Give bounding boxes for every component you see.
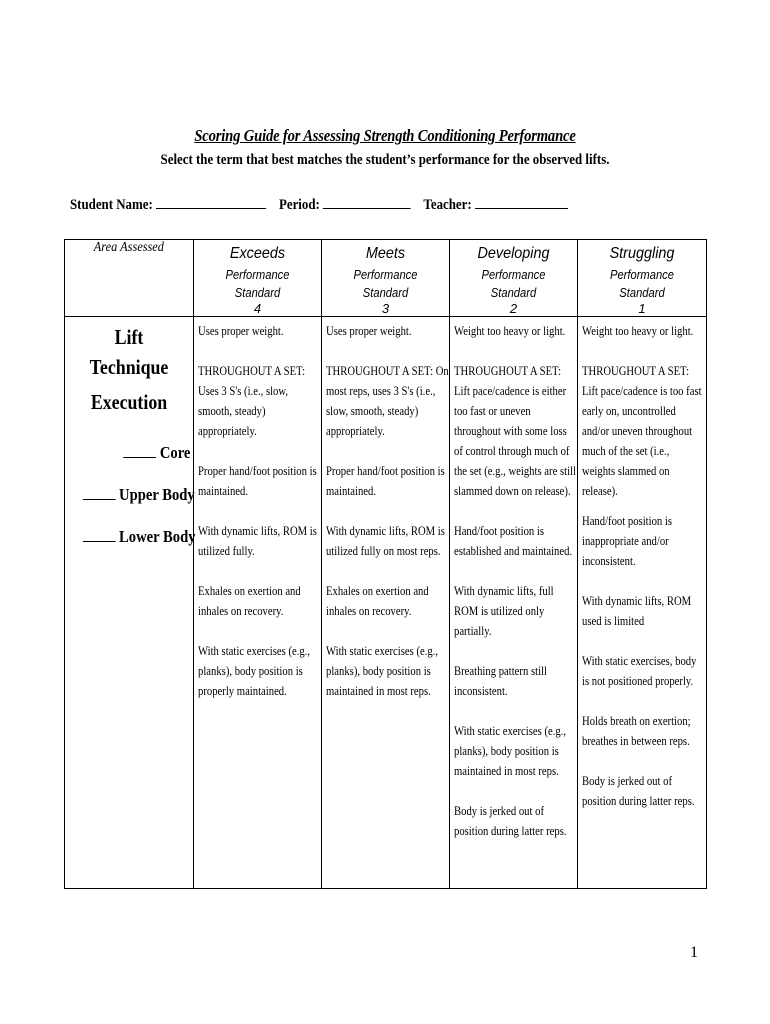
descriptors-meets bbox=[322, 317, 450, 889]
level-header-meets bbox=[322, 240, 450, 317]
area-assessed-header bbox=[65, 240, 194, 317]
area-assessed-label: Area Assessed bbox=[93, 240, 165, 255]
teacher-label: Teacher: bbox=[423, 197, 472, 213]
component-label: Lower Body bbox=[119, 527, 196, 546]
descriptor: Proper hand/foot position is maintained. bbox=[326, 463, 445, 498]
descriptor: Uses proper weight. bbox=[326, 323, 412, 338]
descriptor: With dynamic lifts, full ROM is utilized only partially. bbox=[454, 583, 554, 638]
descriptors-struggling bbox=[578, 317, 707, 889]
performance-standard-label: Performance Standard bbox=[353, 267, 418, 300]
instructions: Select the term that best matches the student’s performance for the observed lifts. bbox=[160, 152, 610, 168]
component-core bbox=[83, 443, 193, 463]
descriptor: Weight too heavy or light. bbox=[454, 323, 566, 338]
descriptors-developing bbox=[450, 317, 578, 889]
descriptor: With static exercises, body is not positioned properly. bbox=[582, 653, 697, 688]
descriptor: Hand/foot position is established and maintained. bbox=[454, 523, 573, 558]
page-title: Scoring Guide for Assessing Strength Conditioning Performance bbox=[194, 126, 576, 145]
descriptor: Exhales on exertion and inhales on recovery. bbox=[198, 583, 301, 618]
descriptor: With static exercises (e.g., planks), body position is properly maintained. bbox=[198, 643, 311, 698]
performance-standard-label: Performance Standard bbox=[225, 267, 290, 300]
descriptor: THROUGHOUT A SET: Lift pace/cadence is either too fast or uneven throughout with some loss of control through much of the set (e.g., weights are still slammed down on release). bbox=[454, 363, 576, 498]
rubric-body-row bbox=[65, 317, 707, 889]
level-header-developing bbox=[450, 240, 578, 317]
upper-body-checkbox-line[interactable] bbox=[83, 485, 116, 500]
rubric-table bbox=[64, 239, 707, 889]
level-header-exceeds bbox=[194, 240, 322, 317]
level-name: Struggling bbox=[609, 245, 675, 262]
component-label: Upper Body bbox=[119, 485, 195, 504]
descriptor: THROUGHOUT A SET: Uses 3 S's (i.e., slow, smooth, steady) appropriately. bbox=[198, 363, 306, 438]
descriptor: With static exercises (e.g., planks), body position is maintained in most reps. bbox=[326, 643, 439, 698]
area-title-line-1: Lift Technique bbox=[89, 325, 169, 379]
student-name-label: Student Name: bbox=[70, 197, 153, 213]
level-score: 4 bbox=[253, 301, 262, 316]
descriptor: With static exercises (e.g., planks), body position is maintained in most reps. bbox=[454, 723, 567, 778]
student-name-field[interactable] bbox=[156, 196, 266, 209]
component-lower-body bbox=[83, 527, 196, 547]
descriptor: Breathing pattern still inconsistent. bbox=[454, 663, 547, 698]
student-info-line bbox=[70, 196, 568, 214]
descriptors-exceeds bbox=[194, 317, 322, 889]
performance-standard-label: Performance Standard bbox=[609, 267, 674, 300]
descriptor: Uses proper weight. bbox=[198, 323, 284, 338]
component-label: Core bbox=[159, 443, 191, 462]
period-label: Period: bbox=[278, 197, 320, 213]
descriptor: Weight too heavy or light. bbox=[582, 323, 694, 338]
descriptor: With dynamic lifts, ROM is utilized fully. bbox=[198, 523, 317, 558]
descriptor: With dynamic lifts, ROM used is limited bbox=[582, 593, 692, 628]
area-title-line-2: Execution bbox=[90, 390, 168, 414]
core-checkbox-line[interactable] bbox=[124, 443, 157, 458]
descriptor: With dynamic lifts, ROM is utilized fully on most reps. bbox=[326, 523, 445, 558]
descriptor: Body is jerked out of position during latter reps. bbox=[582, 773, 695, 808]
rubric-header-row bbox=[65, 240, 707, 317]
area-cell bbox=[65, 317, 194, 889]
descriptor: THROUGHOUT A SET: On most reps, uses 3 S's (i.e., slow, smooth, steady) appropriately. bbox=[326, 363, 449, 438]
descriptor: Hand/foot position is inappropriate and/or inconsistent. bbox=[582, 513, 673, 568]
page-number: 1 bbox=[690, 944, 698, 961]
component-upper-body bbox=[83, 485, 193, 505]
descriptor: THROUGHOUT A SET: Lift pace/cadence is too fast early on, uncontrolled and/or uneven throughout much of the set (i.e., weights slammed on release). bbox=[582, 363, 702, 498]
teacher-field[interactable] bbox=[475, 196, 568, 209]
descriptor: Holds breath on exertion; breathes in between reps. bbox=[582, 713, 691, 748]
level-name: Meets bbox=[365, 245, 406, 262]
descriptor: Proper hand/foot position is maintained. bbox=[198, 463, 317, 498]
performance-standard-label: Performance Standard bbox=[481, 267, 546, 300]
descriptor: Exhales on exertion and inhales on recovery. bbox=[326, 583, 429, 618]
lower-body-checkbox-line[interactable] bbox=[83, 527, 116, 542]
level-name: Exceeds bbox=[229, 245, 286, 262]
level-score: 2 bbox=[509, 301, 518, 316]
level-score: 3 bbox=[381, 301, 390, 316]
level-name: Developing bbox=[477, 245, 550, 262]
level-score: 1 bbox=[638, 301, 646, 316]
level-header-struggling bbox=[578, 240, 707, 317]
descriptor: Body is jerked out of position during latter reps. bbox=[454, 803, 567, 838]
period-field[interactable] bbox=[323, 196, 411, 209]
